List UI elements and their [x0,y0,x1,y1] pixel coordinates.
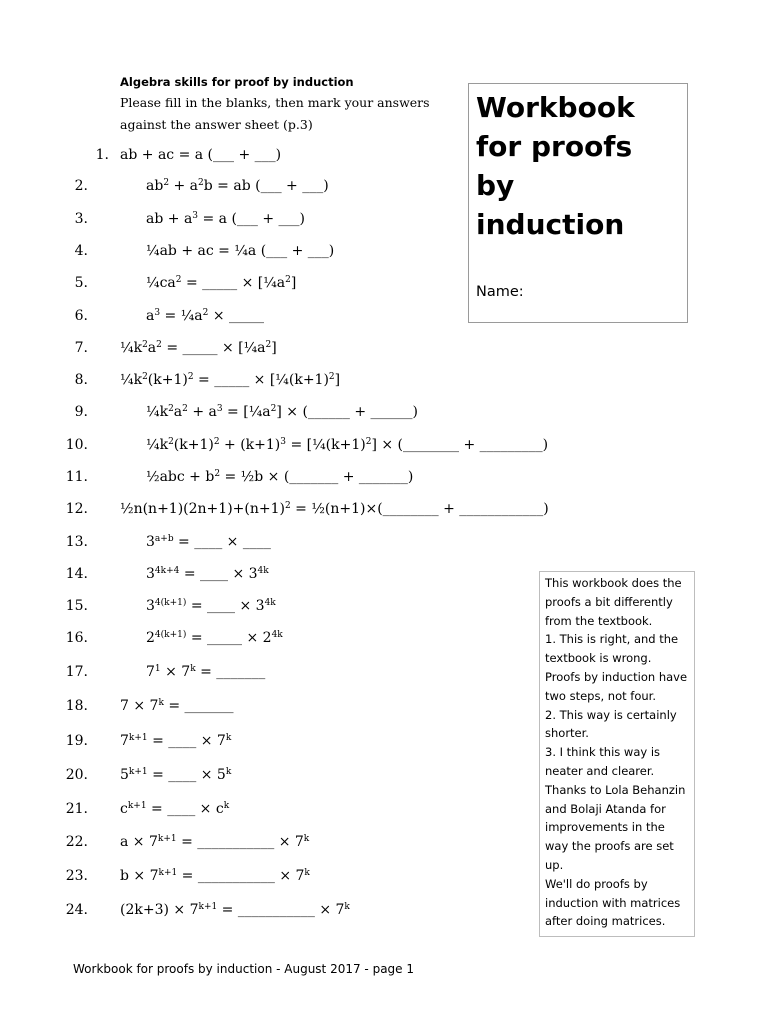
exercise-row [0,433,640,457]
exercise-equation: $7^1 \times 7^k$ = _______ [146,664,266,680]
exercise-equation: $3^{a+b}$ = ____ × ____ [146,534,271,550]
exercise-equation: $3^{4k+4}$ = ____ × $3^{4k}$ [146,566,269,582]
exercise-row [0,174,640,198]
exercise-row [0,271,640,295]
exercise-equation: $\frac{1}{2}n(n+1)(2n+1)+(n+1)^2$ = ½(n+1)×(________ + ____________) [120,501,549,517]
exercise-equation: ½abc + $b^2$ = ½b × (_______ + _______) [146,469,414,485]
workbook-title: Workbook for proofs by induction [476,91,635,241]
page-footer: Workbook for proofs by induction - August 2017 - page 1 [73,962,414,976]
exercise-number: 7. [74,340,88,356]
exercise-equation: $5^{k+1}$ = ____ × $5^k$ [120,767,232,783]
exercise-number: 19. [65,733,88,749]
exercise-equation: $b \times 7^{k+1}$ = ___________ × $7^k$ [120,868,310,884]
exercise-row [0,304,640,328]
exercise-equation: $(2k+3) \times 7^{k+1}$ = ___________ × $7^k$ [120,902,350,918]
exercise-equation: $ab^2 + a^2b$ = ab (___ + ___) [146,178,329,194]
name-label: Name: [476,284,524,300]
exercise-number: 5. [74,275,88,291]
exercise-number: 20. [65,767,88,783]
exercise-number: 17. [65,664,88,680]
exercise-equation: $3^{4(k+1)}$ = ____ × $3^{4k}$ [146,598,276,614]
exercise-number: 9. [74,404,88,420]
exercise-row [0,400,640,424]
instruction-line-1: Please fill in the blanks, then mark your answers [120,95,430,110]
exercise-equation: $a^3$ = $\frac{1}{4}a^2$ × _____ [146,308,265,324]
exercise-number: 24. [65,902,88,918]
exercise-equation: ab + $a^3 = a$ (___ + ___) [146,211,306,227]
exercise-number: 18. [65,698,88,714]
exercise-equation: $\frac{1}{4}k^2(k+1)^2 + (k+1)^3$ = $[\frac{1}{4}(k+1)^2]$ × (________ + _________) [146,437,549,453]
exercise-equation: $c^{k+1}$ = ____ × $c^k$ [120,801,230,817]
exercise-equation: $2^{4(k+1)}$ = _____ × $2^{4k}$ [146,630,283,646]
exercise-row [0,465,640,489]
exercise-row [0,530,640,554]
exercise-equation: $\frac{1}{4}ca^2$ = _____ × $[\frac{1}{4}a^2]$ [146,275,297,291]
exercise-number: 16. [65,630,88,646]
note-text: This workbook does the proofs a bit differently from the textbook. 1. This is right, and the textbook is wrong. Proofs by induction have two steps, not four. 2. This way is certainly shorter. 3. I think this way is neater and clearer. Thanks to Lola Behanzin and Bolaji Atanda for improvements in the way the proofs are set up. We'll do proofs by induction with matrices after doing matrices. [545,576,688,929]
exercise-number: 3. [74,211,88,227]
exercise-number: 10. [65,437,88,453]
exercise-equation: $\frac{1}{4}k^2a^2 + a^3$ = $[\frac{1}{4}a^2]$ × (______ + ______) [146,404,419,420]
exercise-number: 11. [65,469,88,485]
exercise-row [0,143,640,167]
exercise-equation: $a \times 7^{k+1}$ = ___________ × $7^k$ [120,834,310,850]
exercise-row [0,239,640,263]
exercise-equation: ¼ab + ac = ¼a (___ + ___) [146,243,335,259]
exercise-number: 15. [65,598,88,614]
exercise-number: 2. [74,178,88,194]
exercise-number: 23. [65,868,88,884]
exercise-number: 6. [74,308,88,324]
exercise-number: 4. [74,243,88,259]
exercise-row [0,497,640,521]
exercise-number: 1. [95,147,109,163]
note-box [539,571,695,937]
exercise-equation: $7 \times 7^k$ = _______ [120,698,234,714]
exercise-number: 22. [65,834,88,850]
instruction-line-2: against the answer sheet (p.3) [120,117,313,132]
worksheet-subtitle: Algebra skills for proof by induction [120,75,354,89]
exercise-row [0,207,640,231]
exercise-equation: $\frac{1}{4}k^2(k+1)^2$ = _____ × $[\frac{1}{4}(k+1)^2]$ [120,372,341,388]
exercise-number: 12. [65,501,88,517]
exercise-number: 21. [65,801,88,817]
exercise-number: 8. [74,372,88,388]
exercise-row [0,336,640,360]
exercise-equation: $7^{k+1}$ = ____ × $7^k$ [120,733,232,749]
exercise-equation: ab + ac = a (___ + ___) [120,147,282,163]
exercise-row [0,368,640,392]
exercise-number: 14. [65,566,88,582]
exercise-equation: $\frac{1}{4}k^2a^2$ = _____ × $[\frac{1}{4}a^2]$ [120,340,277,356]
exercise-number: 13. [65,534,88,550]
